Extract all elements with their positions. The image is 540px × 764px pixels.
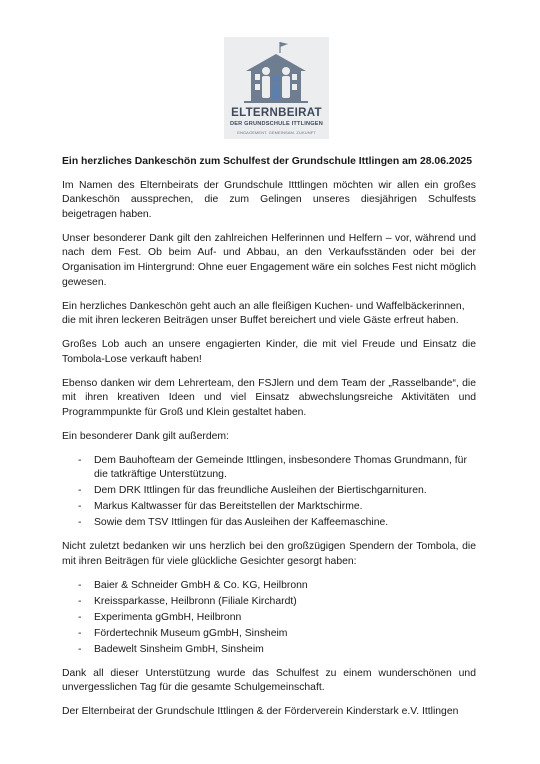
- bullet-dash: -: [78, 595, 82, 607]
- list-item: - Kreissparkasse, Heilbronn (Filiale Kirchardt): [62, 595, 476, 610]
- list-item: - Badewelt Sinsheim GmbH, Sinsheim: [62, 643, 476, 658]
- sponsors-list: [62, 579, 476, 658]
- paragraph-helpers: Unser besonderer Dank gilt den zahlreichen Helferinnen und Helfern – vor, während und nach dem Fest. Ob beim Auf- und Abbau, an den Verkaufsständen oder bei der Organisation im Hintergrund: Ohne euer Engagement wäre ein solches Fest nicht möglich gewesen.: [62, 232, 476, 288]
- elternbeirat-logo: [224, 37, 329, 139]
- paragraph-special-thanks: Ein besonderer Dank gilt außerdem:: [62, 430, 229, 442]
- bullet-dash: -: [78, 454, 82, 466]
- list-item: - Dem DRK Ittlingen für das freundliche Ausleihen der Biertischgarnituren.: [62, 484, 476, 499]
- list-item: - Experimenta gGmbH, Heilbronn: [62, 611, 476, 626]
- logo-brand-text: ELTERNBEIRAT: [231, 107, 322, 119]
- paragraph-teachers: Ebenso danken wir dem Lehrerteam, den FSJlern und dem Team der „Rasselbande“, die mit ihren kreativen Ideen und viel Einsatz abwechslungsreiche Aktivitäten und Programmpunkte für Groß und Klein gestaltet haben.: [62, 377, 476, 418]
- letter-body: [62, 155, 476, 729]
- logo-subtitle: DER GRUNDSCHULE ITTLINGEN: [230, 121, 323, 127]
- logo-slogan: ENGAGEMENT. GEMEINSAM. ZUKUNFT: [237, 130, 316, 135]
- paragraph-bakers: Ein herzliches Dankeschön geht auch an alle fleißigen Kuchen- und Waffelbäckerinnen, die mit ihren leckeren Beiträgen unser Buffet bereichert und viele Gäste erfreut haben.: [62, 300, 465, 327]
- signature: Der Elternbeirat der Grundschule Ittlingen & der Förderverein Kinderstark e.V. Ittlingen: [62, 706, 459, 718]
- bullet-dash: -: [78, 501, 82, 513]
- paragraph-intro: Im Namen des Elternbeirats der Grundschule Itttlingen möchten wir allen ein großes Dankeschön aussprechen, die zum Gelingen unseres diesjährigen Schulfests beigetragen haben.: [62, 179, 476, 220]
- list-item: - Fördertechnik Museum gGmbH, Sinsheim: [62, 627, 476, 642]
- list-item: - Sowie dem TSV Ittlingen für das Ausleihen der Kaffeemaschine.: [62, 516, 476, 531]
- bullet-dash: -: [78, 643, 82, 655]
- letter-title: Ein herzliches Dankeschön zum Schulfest der Grundschule Ittlingen am 28.06.2025: [62, 156, 472, 167]
- paragraph-sponsors: Nicht zuletzt bedanken wir uns herzlich bei den großzügigen Spendern der Tombola, die mit ihren Beiträgen für viele glückliche Gesichter gesorgt haben:: [62, 541, 476, 567]
- bullet-dash: -: [78, 485, 82, 497]
- bullet-dash: -: [78, 579, 82, 591]
- paragraph-closing: Dank all dieser Unterstützung wurde das Schulfest zu einem wunderschönen und unvergesslichen Tag für die gesamte Schulgemeinschaft.: [62, 667, 476, 694]
- school-building-family-icon: [224, 37, 329, 109]
- list-item: - Dem Bauhofteam der Gemeinde Ittlingen, insbesondere Thomas Grundmann, für die tatkräftige Unterstützung.: [78, 454, 467, 481]
- paragraph-children: Großes Lob auch an unsere engagierten Kinder, die mit viel Freude und Einsatz die Tombola-Lose verkauft haben!: [62, 339, 476, 365]
- list-item: - Markus Kaltwasser für das Bereitstellen der Marktschirme.: [62, 500, 476, 515]
- list-item: - Baier & Schneider GmbH & Co. KG, Heilbronn: [62, 579, 476, 594]
- bullet-dash: -: [78, 611, 82, 623]
- special-thanks-list: [62, 454, 476, 531]
- bullet-dash: -: [78, 517, 82, 529]
- bullet-dash: -: [78, 627, 82, 639]
